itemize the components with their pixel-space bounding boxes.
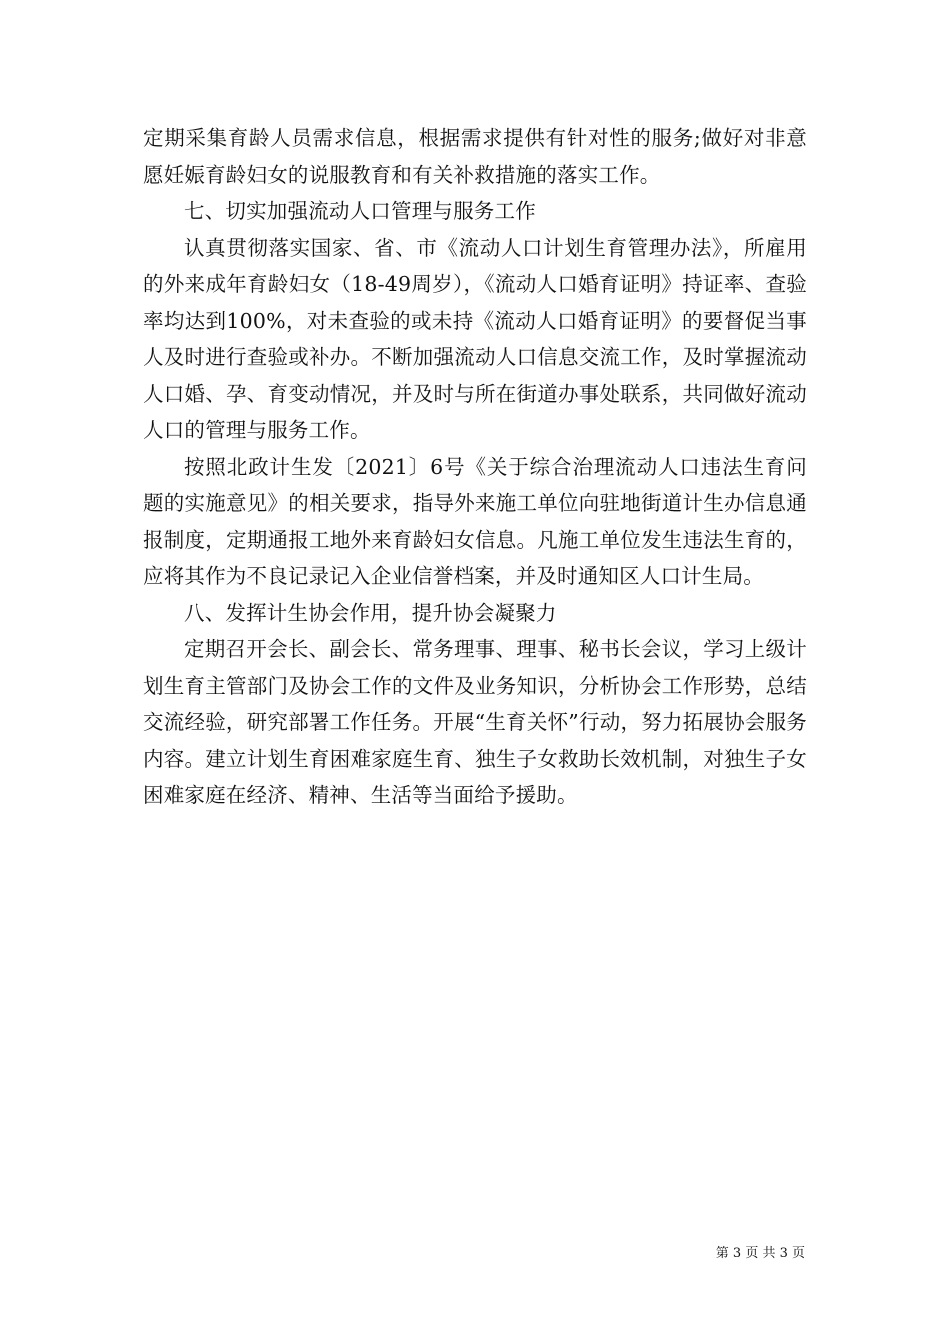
paragraph-floating-population-management: 认真贯彻落实国家、省、市《流动人口计划生育管理办法》，所雇用的外来成年育龄妇女（18-49周岁），《流动人口婚育证明》持证率、查验率均达到100%，对未查验的或未持《流动人口婚育证明》的要督促当事人及时进行查验或补办。不断加强流动人口信息交流工作，及时掌握流动人口婚、孕、育变动情况，并及时与所在街道办事处联系，共同做好流动人口的管理与服务工作。 xyxy=(143,235,807,442)
paragraph-association-work: 定期召开会长、副会长、常务理事、理事、秘书长会议，学习上级计划生育主管部门及协会工作的文件及业务知识，分析协会工作形势，总结交流经验，研究部署工作任务。开展“生育关怀”行动，努力拓展协会服务内容。建立计划生育困难家庭生育、独生子女救助长效机制，对独生子女困难家庭在经济、精神、生活等当面给予援助。 xyxy=(143,637,807,807)
paragraph-construction-unit-reporting: 按照北政计生发〔2021〕6号《关于综合治理流动人口违法生育问题的实施意见》的相关要求，指导外来施工单位向驻地街道计生办信息通报制度，定期通报工地外来育龄妇女信息。凡施工单位发生违法生育的，应将其作为不良记录记入企业信誉档案，并及时通知区人口计生局。 xyxy=(143,454,807,588)
document-body xyxy=(143,120,807,814)
page-number-footer: 第 3 页 共 3 页 xyxy=(715,1246,805,1261)
section-heading-eight: 八、发挥计生协会作用，提升协会凝聚力 xyxy=(184,600,557,625)
section-heading-seven: 七、切实加强流动人口管理与服务工作 xyxy=(184,199,536,223)
paragraph-continuation: 定期采集育龄人员需求信息，根据需求提供有针对性的服务;做好对非意愿妊娠育龄妇女的说服教育和有关补救措施的落实工作。 xyxy=(143,126,807,187)
